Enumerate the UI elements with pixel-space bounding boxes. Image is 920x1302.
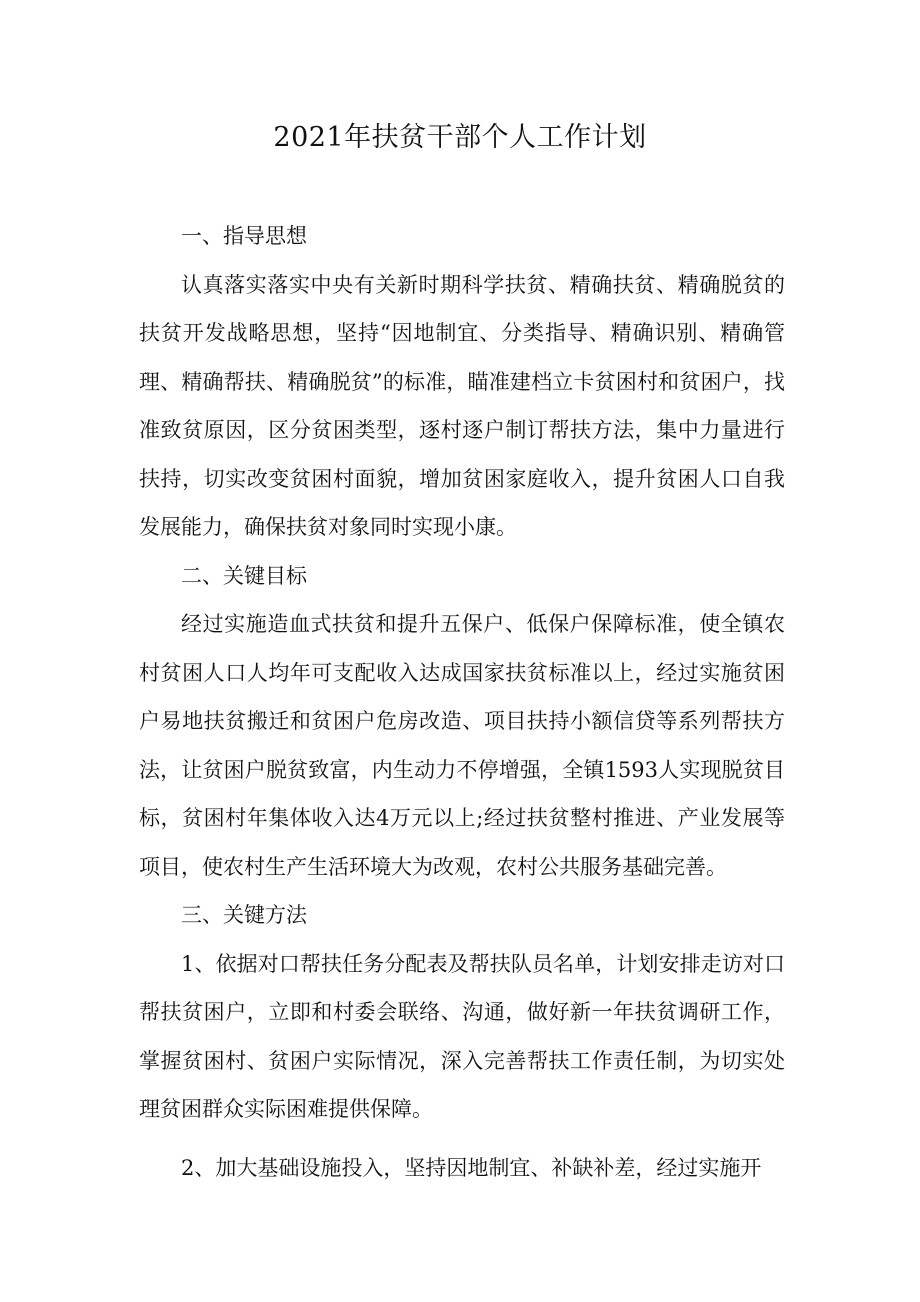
paragraph-method-2: 2、加大基础设施投入，坚持因地制宜、补缺补差，经过实施开: [181, 1155, 762, 1180]
document-title: 2021年扶贫干部个人工作计划: [273, 122, 647, 153]
section-heading-key-goals: 二、关键目标: [181, 563, 307, 588]
paragraph-guiding-thought: 认真落实落实中央有关新时期科学扶贫、精确扶贫、精确脱贫的扶贫开发战略思想，坚持“因地制宜、分类指导、精确识别、精确管理、精确帮扶、精确脱贫”的标准，瞄准建档立卡贫困村和贫困户，找准致贫原因，区分贫困类型，逐村逐户制订帮扶方法，集中力量进行扶持，切实改变贫困村面貌，增加贫困家庭收入，提升贫困人口自我发展能力，确保扶贫对象同时实现小康。: [139, 272, 785, 539]
paragraph-key-goals: 经过实施造血式扶贫和提升五保户、低保户保障标准，使全镇农村贫困人口人均年可支配收入达成国家扶贫标准以上，经过实施贫困户易地扶贫搬迁和贫困户危房改造、项目扶持小额信贷等系列帮扶方法，让贫困户脱贫致富，内生动力不停增强，全镇1593人实现脱贫目标，贫困村年集体收入达4万元以上;经过扶贫整村推进、产业发展等项目，使农村生产生活环境大为改观，农村公共服务基础完善。: [139, 612, 785, 879]
section-heading-guiding-thought: 一、指导思想: [181, 224, 307, 248]
paragraph-method-1: 1、依据对口帮扶任务分配表及帮扶队员名单，计划安排走访对口帮扶贫困户，立即和村委会联络、沟通，做好新一年扶贫调研工作，掌握贫困村、贫困户实际情况，深入完善帮扶工作责任制，为切实处理贫困群众实际困难提供保障。: [139, 951, 785, 1121]
document-body: [139, 212, 785, 1192]
section-heading-key-methods: 三、关键方法: [181, 903, 307, 927]
